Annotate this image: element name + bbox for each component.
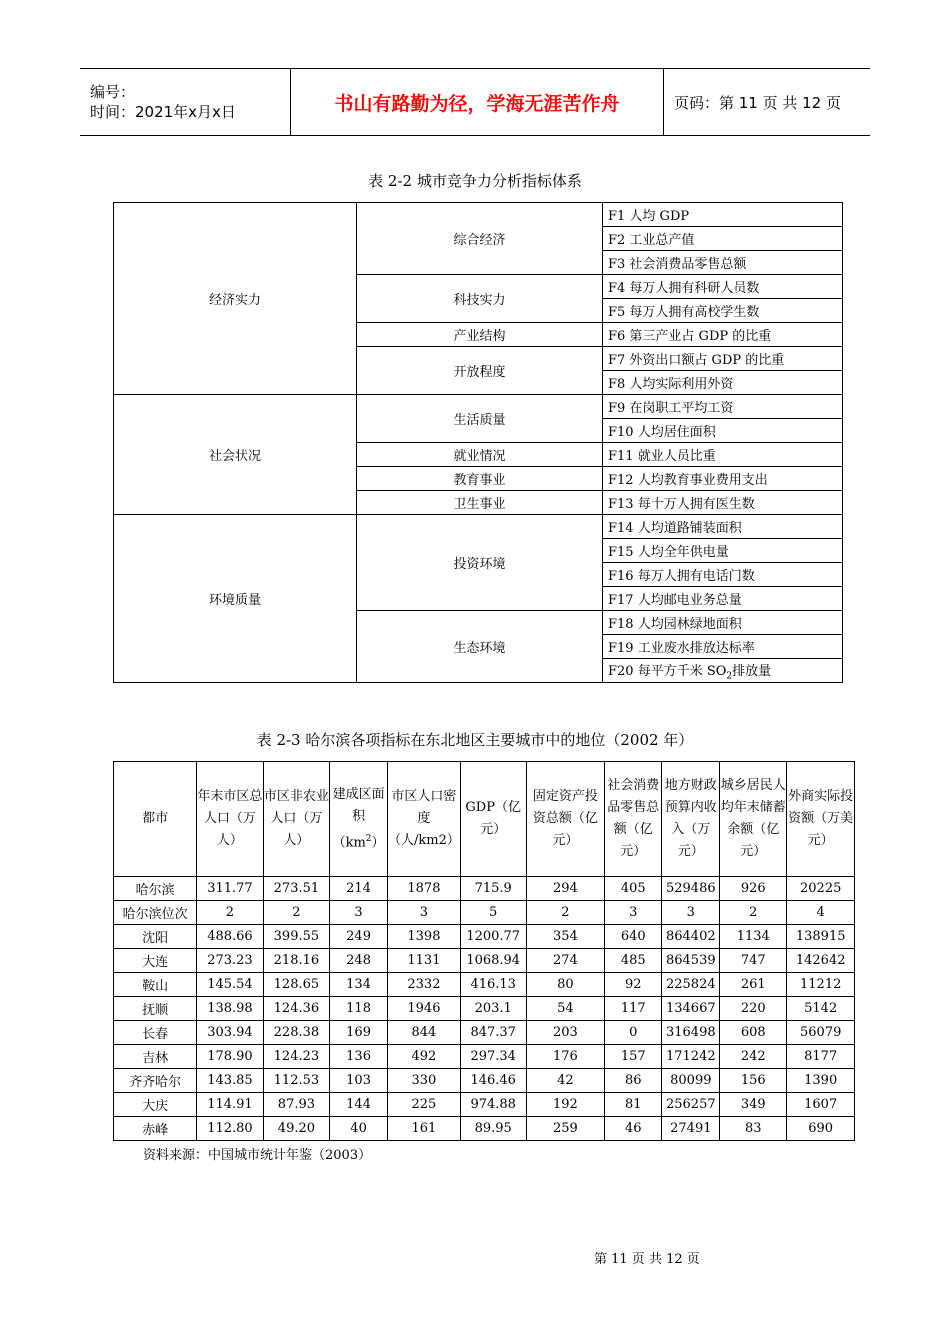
- table-row: [114, 877, 855, 901]
- category-cell: 经济实力: [114, 203, 357, 395]
- value-cell: 40: [330, 1117, 388, 1141]
- value-cell: 485: [605, 949, 662, 973]
- header-cell: 市区非农业人口（万人）: [263, 762, 329, 877]
- value-cell: 2: [197, 901, 263, 925]
- page-header: [80, 68, 870, 136]
- value-cell: 316498: [662, 1021, 720, 1045]
- motto: 书山有路勤为径，学海无涯苦作舟: [291, 69, 664, 136]
- indicator-cell: F6 第三产业占 GDP 的比重: [603, 323, 843, 347]
- table-header-row: [114, 762, 855, 877]
- value-cell: 608: [720, 1021, 787, 1045]
- value-cell: 0: [605, 1021, 662, 1045]
- value-cell: 8177: [787, 1045, 855, 1069]
- header-cell: 地方财政预算内收入（万元）: [662, 762, 720, 877]
- indicator-cell: F19 工业废水排放达标率: [603, 635, 843, 659]
- city-ranking-table: [113, 761, 855, 1141]
- header-cell: 市区人口密度（人/km2）: [388, 762, 461, 877]
- value-cell: 128.65: [263, 973, 329, 997]
- value-cell: 134667: [662, 997, 720, 1021]
- city-cell: 吉林: [114, 1045, 197, 1069]
- value-cell: 2: [526, 901, 605, 925]
- indicator-cell: F13 每十万人拥有医生数: [603, 491, 843, 515]
- value-cell: 81: [605, 1093, 662, 1117]
- indicator-cell: F10 人均居住面积: [603, 419, 843, 443]
- value-cell: 354: [526, 925, 605, 949]
- value-cell: 747: [720, 949, 787, 973]
- value-cell: 1200.77: [460, 925, 526, 949]
- value-cell: 20225: [787, 877, 855, 901]
- subcategory-cell: 开放程度: [357, 347, 603, 395]
- value-cell: 248: [330, 949, 388, 973]
- value-cell: 117: [605, 997, 662, 1021]
- value-cell: 690: [787, 1117, 855, 1141]
- value-cell: 847.37: [460, 1021, 526, 1045]
- value-cell: 136: [330, 1045, 388, 1069]
- indicator-text: F20 每平方千米 SO: [608, 663, 727, 679]
- value-cell: 844: [388, 1021, 461, 1045]
- value-cell: 640: [605, 925, 662, 949]
- table-row: [114, 1021, 855, 1045]
- value-cell: 5142: [787, 997, 855, 1021]
- value-cell: 974.88: [460, 1093, 526, 1117]
- value-cell: 124.36: [263, 997, 329, 1021]
- value-cell: 46: [605, 1117, 662, 1141]
- indicator-cell: F9 在岗职工平均工资: [603, 395, 843, 419]
- value-cell: 203: [526, 1021, 605, 1045]
- value-cell: 864402: [662, 925, 720, 949]
- value-cell: 178.90: [197, 1045, 263, 1069]
- table-row: [114, 901, 855, 925]
- indicator-cell: F15 人均全年供电量: [603, 539, 843, 563]
- table-row: [114, 1117, 855, 1141]
- subcategory-cell: 教育事业: [357, 467, 603, 491]
- indicator-cell: F3 社会消费品零售总额: [603, 251, 843, 275]
- value-cell: 112.80: [197, 1117, 263, 1141]
- city-cell: 大庆: [114, 1093, 197, 1117]
- value-cell: 303.94: [197, 1021, 263, 1045]
- subcategory-cell: 生活质量: [357, 395, 603, 443]
- indicator-cell: F12 人均教育事业费用支出: [603, 467, 843, 491]
- value-cell: 103: [330, 1069, 388, 1093]
- value-cell: 3: [662, 901, 720, 925]
- subcategory-cell: 投资环境: [357, 515, 603, 611]
- value-cell: 83: [720, 1117, 787, 1141]
- area-superscript: 2: [365, 833, 372, 844]
- city-cell: 齐齐哈尔: [114, 1069, 197, 1093]
- value-cell: 27491: [662, 1117, 720, 1141]
- indicator-cell: [603, 659, 843, 683]
- header-cell: 社会消费品零售总额（亿元）: [605, 762, 662, 877]
- table-row: [114, 925, 855, 949]
- value-cell: 488.66: [197, 925, 263, 949]
- value-cell: 92: [605, 973, 662, 997]
- city-cell: 沈阳: [114, 925, 197, 949]
- table1-caption: 表 2-2 城市竞争力分析指标体系: [368, 172, 582, 190]
- value-cell: 3: [605, 901, 662, 925]
- header-cell: 都市: [114, 762, 197, 877]
- city-cell: 哈尔滨位次: [114, 901, 197, 925]
- header-info: [80, 69, 291, 136]
- value-cell: 11212: [787, 973, 855, 997]
- indicator-cell: F18 人均园林绿地面积: [603, 611, 843, 635]
- indicator-cell: F14 人均道路铺装面积: [603, 515, 843, 539]
- indicator-cell: F16 每万人拥有电话门数: [603, 563, 843, 587]
- table-row: [114, 997, 855, 1021]
- value-cell: 171242: [662, 1045, 720, 1069]
- value-cell: 49.20: [263, 1117, 329, 1141]
- value-cell: 1946: [388, 997, 461, 1021]
- value-cell: 145.54: [197, 973, 263, 997]
- table-row: [114, 949, 855, 973]
- indicator-cell: F8 人均实际利用外资: [603, 371, 843, 395]
- table-row: [114, 973, 855, 997]
- value-cell: 405: [605, 877, 662, 901]
- city-cell: 抚顺: [114, 997, 197, 1021]
- value-cell: 54: [526, 997, 605, 1021]
- value-cell: 80099: [662, 1069, 720, 1093]
- value-cell: 87.93: [263, 1093, 329, 1117]
- value-cell: 112.53: [263, 1069, 329, 1093]
- value-cell: 1390: [787, 1069, 855, 1093]
- table2-caption: 表 2-3 哈尔滨各项指标在东北地区主要城市中的地位（2002 年）: [256, 731, 694, 749]
- value-cell: 349: [720, 1093, 787, 1117]
- value-cell: 176: [526, 1045, 605, 1069]
- value-cell: 715.9: [460, 877, 526, 901]
- data-source: 资料来源：中国城市统计年鉴（2003）: [143, 1148, 372, 1163]
- value-cell: 1134: [720, 925, 787, 949]
- value-cell: 142642: [787, 949, 855, 973]
- city-cell: 鞍山: [114, 973, 197, 997]
- page-label: 页码：第 11 页 共 12 页: [674, 93, 842, 112]
- value-cell: 259: [526, 1117, 605, 1141]
- value-cell: 86: [605, 1069, 662, 1093]
- value-cell: 228.38: [263, 1021, 329, 1045]
- value-cell: 492: [388, 1045, 461, 1069]
- subcategory-cell: 就业情况: [357, 443, 603, 467]
- subcategory-cell: 综合经济: [357, 203, 603, 275]
- value-cell: 169: [330, 1021, 388, 1045]
- time-label: 时间：2021年x月x日: [90, 103, 236, 121]
- indicator-system-table: [113, 202, 843, 683]
- value-cell: 274: [526, 949, 605, 973]
- number-label: 编号：: [90, 83, 136, 101]
- value-cell: 124.23: [263, 1045, 329, 1069]
- value-cell: 80: [526, 973, 605, 997]
- value-cell: 203.1: [460, 997, 526, 1021]
- subcategory-cell: 生态环境: [357, 611, 603, 683]
- value-cell: 261: [720, 973, 787, 997]
- value-cell: 144: [330, 1093, 388, 1117]
- city-cell: 赤峰: [114, 1117, 197, 1141]
- value-cell: 1607: [787, 1093, 855, 1117]
- value-cell: 330: [388, 1069, 461, 1093]
- value-cell: 134: [330, 973, 388, 997]
- value-cell: 2: [720, 901, 787, 925]
- value-cell: 3: [388, 901, 461, 925]
- value-cell: 143.85: [197, 1069, 263, 1093]
- value-cell: 416.13: [460, 973, 526, 997]
- value-cell: 56079: [787, 1021, 855, 1045]
- header-text: 建成区面积（km: [332, 786, 385, 851]
- value-cell: 3: [330, 901, 388, 925]
- indicator-cell: F5 每万人拥有高校学生数: [603, 299, 843, 323]
- value-cell: 192: [526, 1093, 605, 1117]
- value-cell: 146.46: [460, 1069, 526, 1093]
- header-cell: 城乡居民人均年末储蓄余额（亿元）: [720, 762, 787, 877]
- indicator-cell: F2 工业总产值: [603, 227, 843, 251]
- value-cell: 157: [605, 1045, 662, 1069]
- header-cell: 外商实际投资额（万美元）: [787, 762, 855, 877]
- value-cell: 218.16: [263, 949, 329, 973]
- indicator-cell: F4 每万人拥有科研人员数: [603, 275, 843, 299]
- value-cell: 1878: [388, 877, 461, 901]
- value-cell: 926: [720, 877, 787, 901]
- header-close: ）: [371, 835, 385, 851]
- value-cell: 273.51: [263, 877, 329, 901]
- indicator-cell: F11 就业人员比重: [603, 443, 843, 467]
- value-cell: 1131: [388, 949, 461, 973]
- indicator-cell: F7 外资出口额占 GDP 的比重: [603, 347, 843, 371]
- value-cell: 1068.94: [460, 949, 526, 973]
- indicator-cell: F1 人均 GDP: [603, 203, 843, 227]
- value-cell: 2: [263, 901, 329, 925]
- subcategory-cell: 卫生事业: [357, 491, 603, 515]
- category-cell: 社会状况: [114, 395, 357, 515]
- value-cell: 225: [388, 1093, 461, 1117]
- value-cell: 138915: [787, 925, 855, 949]
- value-cell: 864539: [662, 949, 720, 973]
- value-cell: 114.91: [197, 1093, 263, 1117]
- header-cell: 固定资产投资总额（亿元）: [526, 762, 605, 877]
- value-cell: 249: [330, 925, 388, 949]
- value-cell: 297.34: [460, 1045, 526, 1069]
- page-footer: 第 11 页 共 12 页: [594, 1252, 700, 1267]
- value-cell: 399.55: [263, 925, 329, 949]
- value-cell: 273.23: [197, 949, 263, 973]
- value-cell: 1398: [388, 925, 461, 949]
- header-cell: GDP（亿元）: [460, 762, 526, 877]
- value-cell: 242: [720, 1045, 787, 1069]
- value-cell: 138.98: [197, 997, 263, 1021]
- table-body: [114, 877, 855, 1141]
- value-cell: 4: [787, 901, 855, 925]
- table-row: [114, 1069, 855, 1093]
- header-cell: [330, 762, 388, 877]
- value-cell: 294: [526, 877, 605, 901]
- value-cell: 156: [720, 1069, 787, 1093]
- value-cell: 529486: [662, 877, 720, 901]
- header-cell: 年末市区总人口（万人）: [197, 762, 263, 877]
- subcategory-cell: 产业结构: [357, 323, 603, 347]
- value-cell: 225824: [662, 973, 720, 997]
- value-cell: 161: [388, 1117, 461, 1141]
- value-cell: 220: [720, 997, 787, 1021]
- value-cell: 256257: [662, 1093, 720, 1117]
- table-row: [114, 1093, 855, 1117]
- indicator-suffix: 排放量: [732, 663, 772, 679]
- subcategory-cell: 科技实力: [357, 275, 603, 323]
- value-cell: 118: [330, 997, 388, 1021]
- city-cell: 大连: [114, 949, 197, 973]
- value-cell: 5: [460, 901, 526, 925]
- value-cell: 89.95: [460, 1117, 526, 1141]
- value-cell: 2332: [388, 973, 461, 997]
- city-cell: 哈尔滨: [114, 877, 197, 901]
- table-row: [114, 1045, 855, 1069]
- value-cell: 311.77: [197, 877, 263, 901]
- value-cell: 42: [526, 1069, 605, 1093]
- value-cell: 214: [330, 877, 388, 901]
- category-cell: 环境质量: [114, 515, 357, 683]
- indicator-cell: F17 人均邮电业务总量: [603, 587, 843, 611]
- so2-subscript: 2: [726, 671, 733, 682]
- city-cell: 长春: [114, 1021, 197, 1045]
